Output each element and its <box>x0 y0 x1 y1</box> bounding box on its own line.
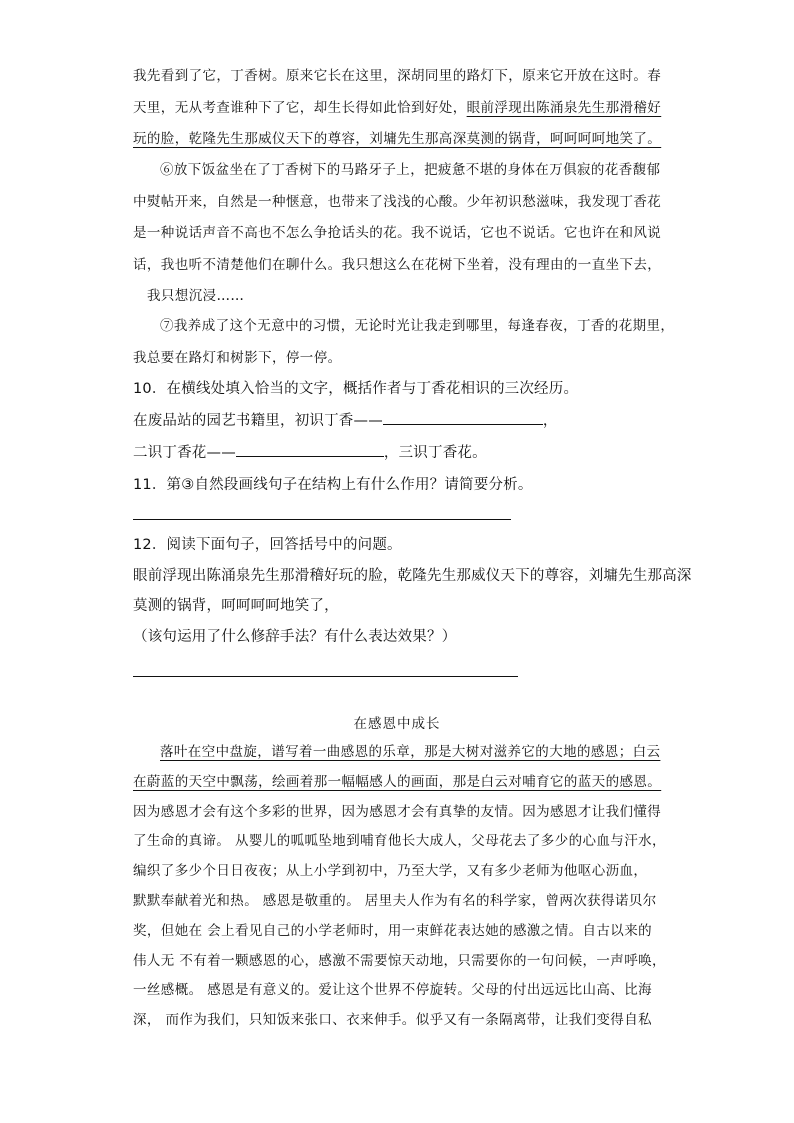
text-line: 了生命的真谛。 从婴儿的呱呱坠地到哺育他长大成人，父母花去了多少的心血与汗水， <box>133 833 666 850</box>
underlined-line: 在蔚蓝的天空中飘荡，绘画着那一幅幅感人的画面，那是白云对哺育它的蓝天的感恩。 <box>133 773 662 790</box>
prompt-text: 在废品站的园艺书籍里，初识丁香—— <box>133 413 383 429</box>
text-line: 奖，但她在 会上看见自己的小学老师时，用一束鲜花表达她的感激之情。自古以来的 <box>133 922 652 939</box>
text-line: 一丝感概。 感恩是有意义的。爱让这个世界不停旋转。父母的付出远远比山高、比海 <box>133 982 652 999</box>
text-line: ⑥放下饭盆坐在了丁香树下的马路牙子上，把疲惫不堪的身体在万俱寂的花香馥郁 <box>160 162 661 178</box>
answer-line-2 <box>133 437 673 469</box>
text-line: 我总要在路灯和树影下，停一停。 <box>133 349 342 366</box>
paragraph-6 <box>133 155 673 313</box>
answer-rule-q12[interactable] <box>133 676 518 677</box>
text-line: 编织了多少个日日夜夜；从上小学到初中，乃至大学，又有多少老师为他呕心沥血， <box>133 863 648 880</box>
quote-line: 眼前浮现出陈涌泉先生那滑稽好玩的脸，乾隆先生那威仪天下的尊容，刘墉先生那高深 <box>133 567 692 584</box>
prompt-text: 二识丁香花—— <box>133 445 236 461</box>
answer-line-1 <box>133 405 673 437</box>
question-12 <box>133 530 692 652</box>
question-prompt: （该句运用了什么修辞手法？有什么表达效果？） <box>133 628 457 645</box>
text-line: 因为感恩才会有这个多彩的世界，因为感恩才会有真挚的友情。因为感恩才让我们懂得 <box>133 803 662 820</box>
text-line: ⑦我养成了这个无意中的习惯，无论时光让我走到哪里，每逢春夜，丁香的花期里， <box>160 318 675 334</box>
underlined-sentence: 眼前浮现出陈涌泉先生那滑稽好 <box>466 99 662 116</box>
passage-title: 在感恩中成长 <box>353 716 441 732</box>
quote-line: 莫测的锅背，呵呵呵呵地笑了， <box>133 598 339 614</box>
answer-blank[interactable] <box>236 442 384 457</box>
text-line: 我只想沉浸…… <box>147 288 245 304</box>
text-line: 深， 而作为我们，只知饭来张口、衣来伸手。似乎又有一条隔离带，让我们变得自私 <box>133 1012 652 1029</box>
passage-2-body <box>133 738 673 1036</box>
text-line: 是一种说话声音不高也不怎么争抢话头的花。我不说话，它也不说话。它也许在和风说 <box>133 225 662 241</box>
question-text: 10．在横线处填入恰当的文字，概括作者与丁香花相识的三次经历。 <box>133 381 579 397</box>
text-segment: 天里，无从考查谁种下了它，却生长得如此恰到好处， <box>133 99 467 116</box>
paragraph-5 <box>133 61 673 156</box>
text-line: 我先看到了它，丁香树。原来它长在这里，深胡同里的路灯下，原来它开放在这时。春 <box>133 68 662 84</box>
text-line: 伟人无 不有着一颗感恩的心，感激不需要惊天动地，只需要你的一句问候，一声呼唤， <box>133 952 666 969</box>
underlined-line: 落叶在空中盘旋，谱写着一曲感恩的乐章，那是大树对滋养它的大地的感恩；白云 <box>160 744 661 760</box>
prompt-text: ， <box>542 413 558 429</box>
underlined-sentence-continued: 玩的脸，乾隆先生那威仪天下的尊容，刘墉先生那高深莫测的锅背，呵呵呵呵地笑了。 <box>133 131 662 147</box>
question-10 <box>133 373 673 501</box>
text-line: 默默奉献着光和热。 感恩是敬重的。 居里夫人作为有名的科学家，曾两次获得诺贝尔 <box>133 892 657 909</box>
prompt-text: ，三识丁香花。 <box>383 445 487 461</box>
answer-rule-q11[interactable] <box>133 519 511 520</box>
text-line <box>133 93 673 125</box>
text-line: 话，我也听不清楚他们在聊什么。我只想这么在花树下坐着，没有理由的一直坐下去， <box>133 256 662 273</box>
text-line: 中熨帖开来，自然是一种惬意，也带来了浅浅的心酸。少年初识愁滋味，我发现丁香花 <box>133 193 662 210</box>
question-text: 11．第③自然段画线句子在结构上有什么作用？请简要分析。 <box>133 477 533 493</box>
answer-blank[interactable] <box>383 410 543 425</box>
paragraph-7 <box>133 311 673 374</box>
question-text: 12．阅读下面句子，回答括号中的问题。 <box>133 537 402 553</box>
